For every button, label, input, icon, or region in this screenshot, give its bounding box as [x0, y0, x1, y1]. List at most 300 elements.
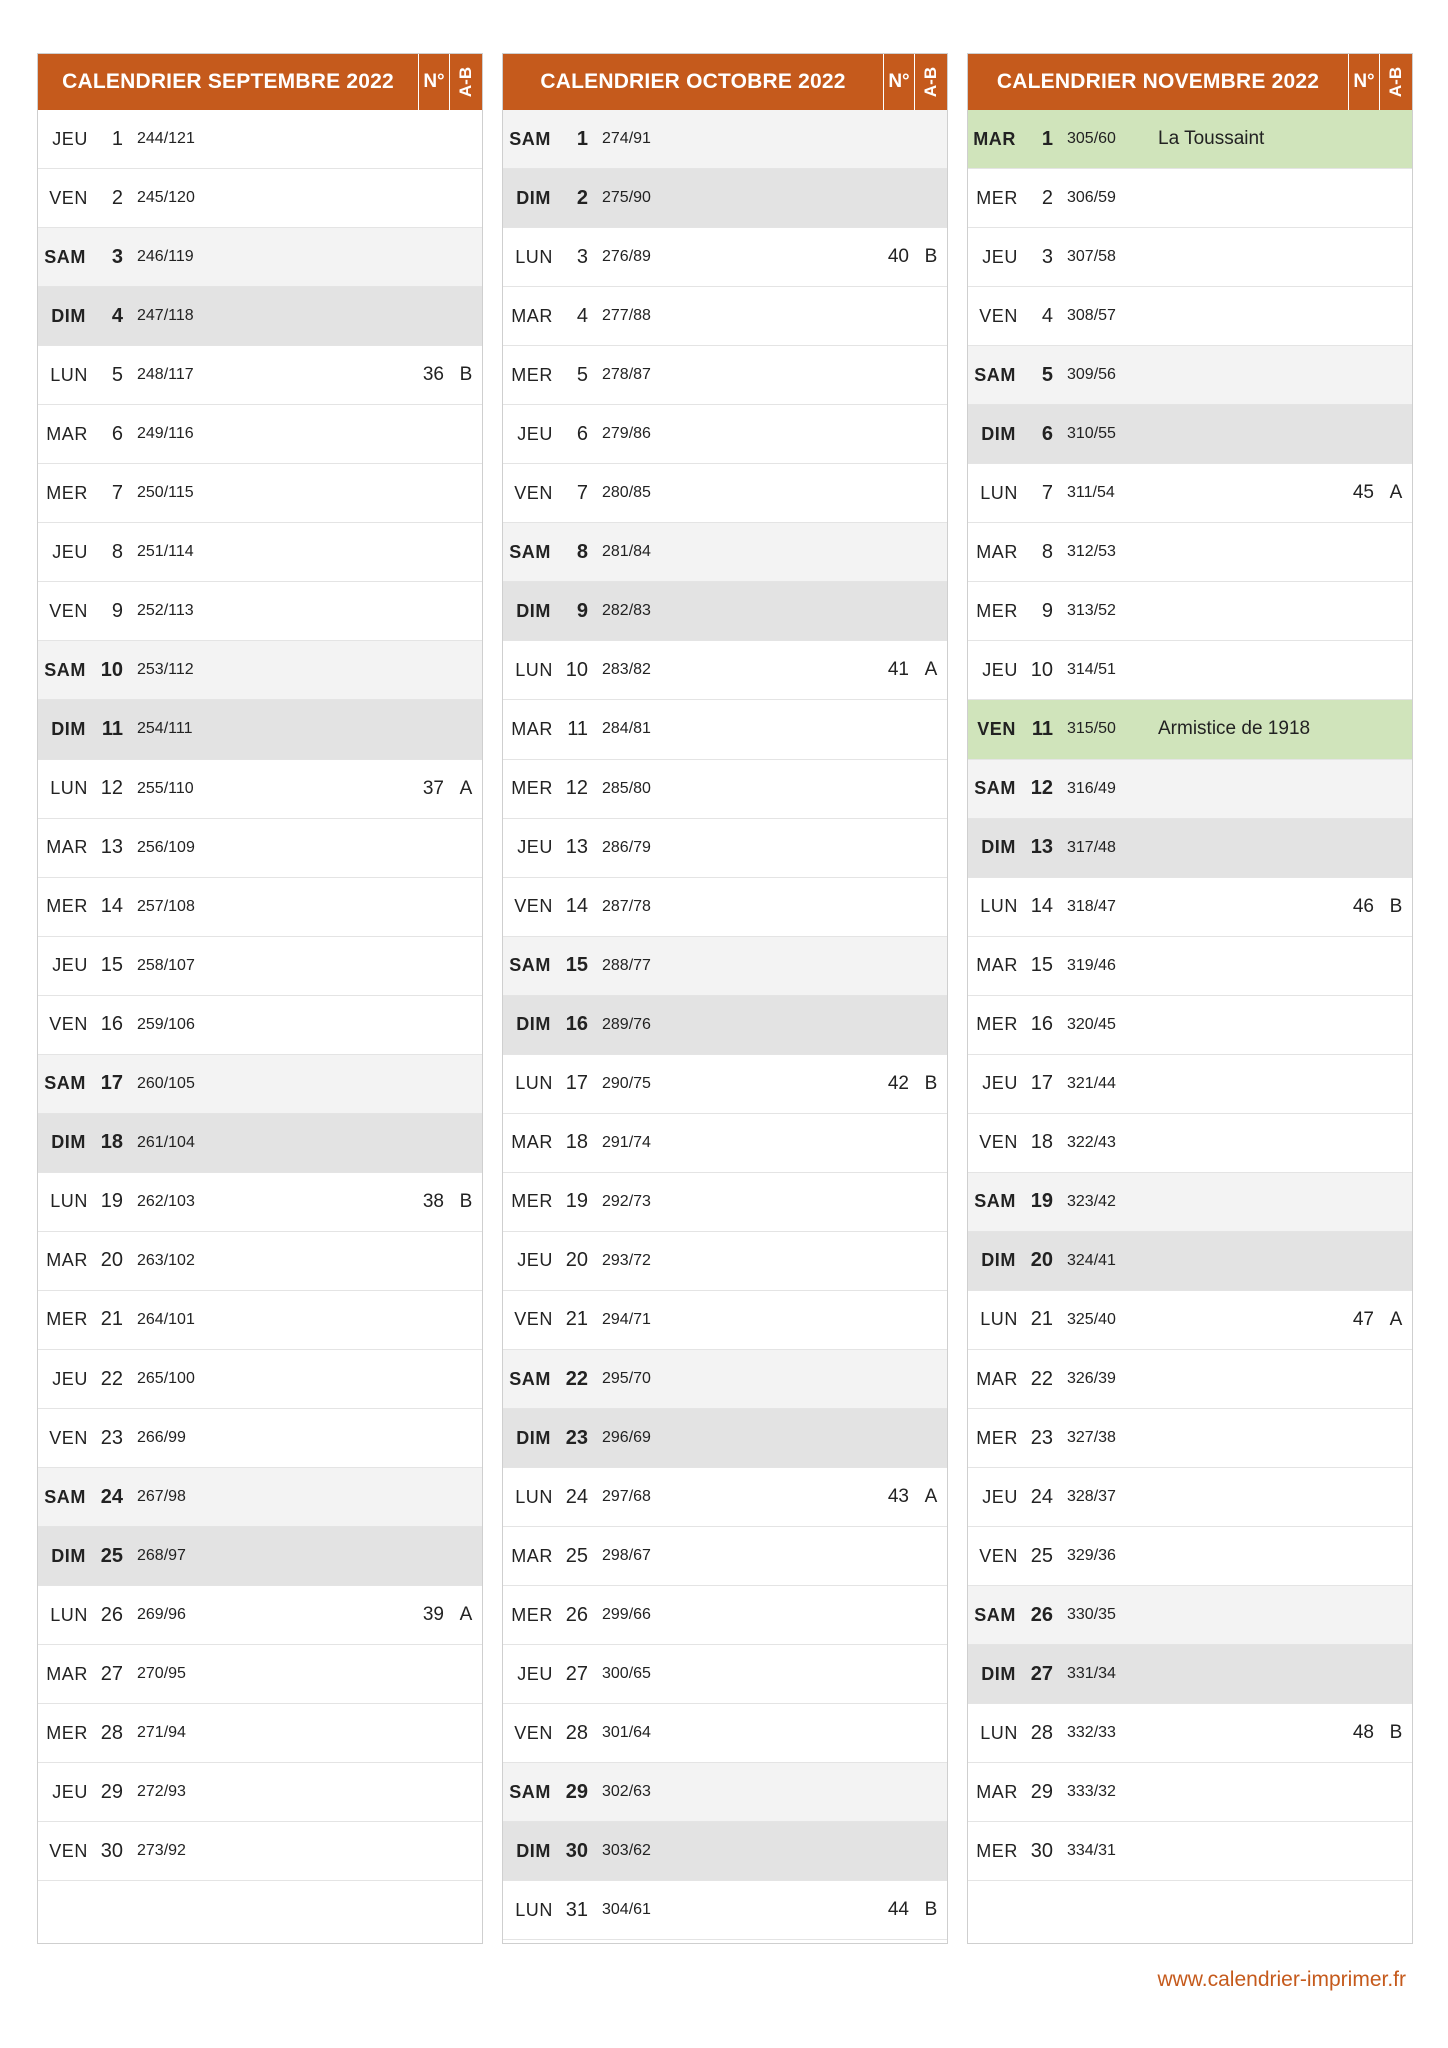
day-of-year: 322/43: [1067, 1133, 1116, 1151]
day-of-year: 267/98: [137, 1488, 186, 1506]
day-of-year: 331/34: [1067, 1665, 1116, 1683]
day-of-year: 275/90: [602, 189, 651, 207]
day-of-week: JEU: [52, 128, 88, 149]
ab-week-letter: B: [459, 1190, 473, 1212]
day-of-year: 274/91: [602, 130, 651, 148]
day-number: 24: [100, 1485, 123, 1508]
day-of-week: SAM: [974, 1604, 1016, 1625]
day-row: [503, 1881, 947, 1940]
day-of-year: 251/114: [137, 543, 194, 561]
day-of-week: MAR: [46, 423, 88, 444]
day-of-year: 308/57: [1067, 307, 1116, 325]
day-row: [503, 1527, 947, 1586]
day-number: 9: [1041, 599, 1053, 622]
day-of-week: MER: [976, 1840, 1018, 1861]
day-row: [503, 523, 947, 582]
day-of-week: DIM: [516, 600, 551, 621]
day-of-year: 272/93: [137, 1783, 186, 1801]
day-row: [503, 464, 947, 523]
day-of-year: 273/92: [137, 1842, 186, 1860]
day-of-year: 286/79: [602, 838, 651, 856]
day-row: [503, 996, 947, 1055]
day-number: 29: [565, 1780, 588, 1803]
day-of-week: DIM: [516, 1840, 551, 1861]
day-row: [968, 1645, 1412, 1704]
day-of-week: VEN: [49, 1427, 88, 1448]
day-of-year: 303/62: [602, 1842, 651, 1860]
day-of-week: VEN: [514, 896, 553, 917]
day-row: [503, 287, 947, 346]
day-of-week: SAM: [44, 246, 86, 267]
day-number: 2: [576, 186, 588, 209]
day-of-year: 253/112: [137, 661, 194, 679]
day-row: [968, 1055, 1412, 1114]
day-of-year: 252/113: [137, 602, 194, 620]
day-of-year: 309/56: [1067, 366, 1116, 384]
day-of-year: 260/105: [137, 1074, 195, 1092]
day-row: [38, 1527, 482, 1586]
day-of-week: SAM: [974, 364, 1016, 385]
month-title: CALENDRIER SEPTEMBRE 2022: [62, 70, 394, 93]
ab-week-header: [1380, 54, 1412, 110]
day-of-year: 320/45: [1067, 1015, 1116, 1033]
day-of-year: 271/94: [137, 1724, 186, 1742]
day-row: [968, 169, 1412, 228]
day-row: [968, 346, 1412, 405]
day-row: [503, 1114, 947, 1173]
day-number: 28: [100, 1721, 123, 1744]
day-of-week: MER: [46, 1722, 88, 1743]
day-row: [38, 760, 482, 819]
day-number: 5: [111, 363, 123, 386]
day-row: [503, 700, 947, 759]
day-row: [38, 641, 482, 700]
month-header: [968, 54, 1412, 110]
day-row: [968, 1822, 1412, 1881]
day-number: 30: [100, 1839, 123, 1862]
day-of-year: 293/72: [602, 1251, 651, 1269]
ab-week-letter: A: [924, 1486, 938, 1508]
day-of-week: MER: [46, 896, 88, 917]
day-number: 18: [100, 1131, 123, 1154]
ab-week-letter: B: [924, 1899, 938, 1921]
day-row: [503, 110, 947, 169]
day-number: 20: [1030, 1249, 1053, 1272]
day-number: 27: [1030, 1662, 1053, 1685]
day-of-week: DIM: [51, 1132, 86, 1153]
day-of-year: 306/59: [1067, 189, 1116, 207]
day-of-week: SAM: [509, 955, 551, 976]
ab-week-letter: B: [924, 1072, 938, 1094]
day-row: [38, 228, 482, 287]
holiday-name: Armistice de 1918: [1158, 718, 1311, 740]
day-of-week: DIM: [981, 423, 1016, 444]
day-of-week: VEN: [514, 482, 553, 503]
day-of-year: 265/100: [137, 1370, 195, 1387]
day-of-year: 304/61: [602, 1901, 651, 1919]
day-of-year: 333/32: [1067, 1783, 1116, 1801]
day-of-week: LUN: [980, 896, 1018, 917]
day-number: 11: [1031, 717, 1053, 740]
day-number: 10: [100, 658, 123, 681]
day-of-year: 254/111: [137, 720, 193, 738]
day-of-week: VEN: [514, 1722, 553, 1743]
day-of-week: VEN: [979, 1132, 1018, 1153]
day-row: [503, 405, 947, 464]
day-row: [968, 228, 1412, 287]
day-row: [968, 523, 1412, 582]
day-number: 16: [565, 1013, 588, 1036]
day-of-year: 285/80: [602, 779, 651, 797]
day-of-week: DIM: [51, 305, 86, 326]
day-of-year: 279/86: [602, 425, 651, 443]
day-of-year: 258/107: [137, 956, 195, 974]
day-of-year: 314/51: [1067, 661, 1116, 679]
day-of-week: MAR: [511, 718, 553, 739]
week-number: 36: [422, 364, 444, 386]
month-title: CALENDRIER NOVEMBRE 2022: [996, 70, 1320, 93]
day-number: 26: [565, 1603, 588, 1626]
day-number: 17: [565, 1072, 588, 1095]
day-row: [503, 582, 947, 641]
day-number: 11: [567, 717, 588, 740]
day-row: [38, 582, 482, 641]
empty-row: [38, 1881, 482, 1940]
day-row: [38, 169, 482, 228]
day-of-week: JEU: [517, 1663, 553, 1684]
day-of-week: SAM: [974, 778, 1016, 799]
day-of-week: JEU: [52, 955, 88, 976]
day-of-year: 268/97: [137, 1547, 186, 1565]
day-of-year: 255/110: [137, 779, 194, 797]
day-number: 26: [100, 1603, 123, 1626]
day-number: 13: [1030, 836, 1053, 859]
day-of-week: DIM: [981, 837, 1016, 858]
week-number: 48: [1352, 1722, 1374, 1744]
day-of-week: SAM: [509, 128, 551, 149]
day-of-week: MER: [46, 482, 88, 503]
day-of-week: MAR: [976, 1368, 1018, 1389]
day-number: 3: [576, 245, 588, 268]
day-number: 8: [576, 540, 588, 563]
day-number: 28: [565, 1721, 588, 1744]
day-number: 6: [111, 422, 123, 445]
day-of-week: MER: [511, 1604, 553, 1625]
day-row: [968, 1173, 1412, 1232]
day-number: 24: [1030, 1485, 1053, 1508]
day-of-week: LUN: [515, 1073, 553, 1094]
day-row: [503, 878, 947, 937]
day-row: [503, 1704, 947, 1763]
day-of-week: MAR: [511, 305, 553, 326]
day-row: [503, 937, 947, 996]
day-of-year: 328/37: [1067, 1488, 1116, 1506]
day-number: 22: [565, 1367, 588, 1390]
week-number: 44: [887, 1899, 909, 1921]
day-number: 12: [100, 777, 123, 800]
day-row: [968, 1468, 1412, 1527]
day-number: 17: [100, 1072, 123, 1095]
day-of-year: 246/119: [137, 248, 194, 266]
day-of-year: 248/117: [137, 366, 194, 384]
day-row: [38, 523, 482, 582]
day-row: [968, 1232, 1412, 1291]
day-row: [38, 700, 482, 759]
day-number: 31: [565, 1898, 588, 1921]
day-of-year: 299/66: [602, 1606, 651, 1624]
day-number: 10: [565, 658, 588, 681]
day-of-year: 295/70: [602, 1370, 651, 1387]
day-of-year: 266/99: [137, 1429, 186, 1447]
day-row: [38, 110, 482, 169]
day-of-week: LUN: [50, 1191, 88, 1212]
ab-week-letter: A: [459, 777, 473, 799]
day-of-year: 325/40: [1067, 1310, 1116, 1328]
day-of-year: 244/121: [137, 130, 195, 148]
day-list: [38, 110, 482, 1940]
day-row: [38, 1291, 482, 1350]
ab-week-letter: A: [1389, 482, 1403, 504]
day-of-year: 311/54: [1067, 484, 1115, 502]
day-of-year: 332/33: [1067, 1724, 1116, 1742]
day-number: 1: [111, 127, 123, 150]
day-of-year: 318/47: [1067, 897, 1116, 915]
week-number: 42: [887, 1072, 909, 1094]
week-number-header: N°: [883, 54, 915, 110]
day-of-week: JEU: [52, 541, 88, 562]
day-of-year: 298/67: [602, 1547, 651, 1565]
day-of-year: 289/76: [602, 1015, 651, 1033]
day-of-week: LUN: [980, 1309, 1018, 1330]
day-number: 19: [565, 1190, 588, 1213]
day-row: [38, 1055, 482, 1114]
day-of-week: DIM: [516, 187, 551, 208]
month-november: [967, 53, 1413, 1944]
day-number: 12: [1030, 777, 1053, 800]
day-of-week: SAM: [509, 541, 551, 562]
day-number: 5: [576, 363, 588, 386]
day-of-year: 250/115: [137, 484, 194, 502]
day-of-week: MER: [976, 1427, 1018, 1448]
day-number: 1: [576, 127, 588, 150]
day-of-year: 324/41: [1067, 1251, 1116, 1269]
day-of-week: DIM: [51, 718, 86, 739]
day-of-year: 284/81: [602, 720, 651, 738]
day-row: [38, 1468, 482, 1527]
day-of-year: 256/109: [137, 838, 195, 856]
day-of-week: LUN: [980, 482, 1018, 503]
day-of-year: 264/101: [137, 1310, 195, 1328]
day-of-week: SAM: [974, 1191, 1016, 1212]
day-number: 21: [1030, 1308, 1053, 1331]
day-of-week: SAM: [509, 1781, 551, 1802]
day-row: [38, 287, 482, 346]
day-of-year: 319/46: [1067, 956, 1116, 974]
day-number: 30: [565, 1839, 588, 1862]
day-number: 18: [565, 1131, 588, 1154]
day-of-week: VEN: [49, 1014, 88, 1035]
day-row: [968, 1704, 1412, 1763]
week-number: 39: [422, 1604, 444, 1626]
day-of-year: 292/73: [602, 1192, 651, 1210]
day-row: [38, 878, 482, 937]
day-number: 25: [100, 1544, 123, 1567]
day-of-year: 301/64: [602, 1724, 651, 1742]
day-number: 22: [1030, 1367, 1053, 1390]
day-row: [38, 819, 482, 878]
day-of-week: MER: [976, 600, 1018, 621]
day-of-week: JEU: [517, 1250, 553, 1271]
day-of-week: DIM: [516, 1014, 551, 1035]
day-number: 9: [576, 599, 588, 622]
day-of-week: LUN: [980, 1722, 1018, 1743]
week-number-header: N°: [1348, 54, 1380, 110]
day-row: [503, 169, 947, 228]
day-number: 14: [1030, 895, 1053, 918]
day-number: 27: [565, 1662, 588, 1685]
day-row: [968, 760, 1412, 819]
day-row: [968, 582, 1412, 641]
day-number: 4: [1041, 304, 1053, 327]
day-row: [503, 1763, 947, 1822]
day-number: 29: [100, 1780, 123, 1803]
day-of-week: JEU: [982, 246, 1018, 267]
day-number: 30: [1030, 1839, 1053, 1862]
day-row: [503, 1173, 947, 1232]
day-row: [968, 1586, 1412, 1645]
day-of-year: 263/102: [137, 1251, 195, 1269]
day-of-week: MER: [511, 1191, 553, 1212]
day-row: [38, 1586, 482, 1645]
day-of-year: 313/52: [1067, 602, 1116, 620]
day-number: 15: [565, 954, 588, 977]
day-row: [968, 1291, 1412, 1350]
day-of-year: 296/69: [602, 1429, 651, 1447]
day-of-week: VEN: [979, 1545, 1018, 1566]
ab-week-header: [450, 54, 482, 110]
day-of-week: VEN: [49, 600, 88, 621]
day-number: 13: [100, 836, 123, 859]
day-row: [38, 1763, 482, 1822]
day-number: 4: [576, 304, 588, 327]
day-number: 23: [100, 1426, 123, 1449]
ab-week-header: [915, 54, 947, 110]
day-row: [38, 464, 482, 523]
week-number: 43: [887, 1486, 909, 1508]
day-row: [503, 1409, 947, 1468]
day-number: 11: [101, 717, 123, 740]
day-number: 19: [100, 1190, 123, 1213]
day-row: [503, 1468, 947, 1527]
day-number: 28: [1030, 1721, 1053, 1744]
day-row: [503, 1586, 947, 1645]
day-of-week: LUN: [515, 246, 553, 267]
week-number-header: N°: [418, 54, 450, 110]
day-row: [968, 287, 1412, 346]
day-number: 16: [100, 1013, 123, 1036]
day-of-year: 300/65: [602, 1665, 651, 1683]
day-of-week: LUN: [50, 1604, 88, 1625]
day-of-week: MAR: [46, 837, 88, 858]
day-number: 20: [565, 1249, 588, 1272]
day-of-week: DIM: [981, 1250, 1016, 1271]
day-row: [968, 464, 1412, 523]
day-of-week: VEN: [49, 1840, 88, 1861]
day-of-year: 305/60: [1067, 130, 1116, 148]
day-of-week: MAR: [973, 128, 1016, 149]
day-number: 29: [1030, 1780, 1053, 1803]
day-of-year: 329/36: [1067, 1547, 1116, 1565]
day-row: [38, 1704, 482, 1763]
day-row: [503, 1055, 947, 1114]
week-number: 40: [887, 246, 909, 268]
day-of-week: JEU: [517, 423, 553, 444]
day-number: 15: [100, 954, 123, 977]
ab-week-letter: A: [1389, 1308, 1403, 1330]
day-of-year: 278/87: [602, 366, 651, 384]
day-of-year: 317/48: [1067, 838, 1116, 856]
day-row: [38, 996, 482, 1055]
day-number: 10: [1030, 658, 1053, 681]
day-number: 12: [565, 777, 588, 800]
day-of-week: SAM: [44, 1486, 86, 1507]
day-of-year: 280/85: [602, 484, 651, 502]
day-of-week: JEU: [982, 1486, 1018, 1507]
day-of-week: MER: [46, 1309, 88, 1330]
day-number: 18: [1030, 1131, 1053, 1154]
day-row: [503, 760, 947, 819]
day-of-year: 247/118: [137, 307, 194, 325]
day-of-year: 326/39: [1067, 1370, 1116, 1387]
day-of-year: 291/74: [602, 1133, 651, 1151]
website-footer[interactable]: www.calendrier-imprimer.fr: [1157, 1968, 1406, 1991]
week-number: 37: [422, 777, 444, 799]
day-row: [503, 1645, 947, 1704]
day-of-year: 277/88: [602, 307, 651, 325]
day-number: 8: [1041, 540, 1053, 563]
ab-week-letter: B: [1389, 1722, 1403, 1744]
day-row: [968, 819, 1412, 878]
day-of-year: 259/106: [137, 1015, 195, 1033]
day-row: [968, 1114, 1412, 1173]
day-list: [503, 110, 947, 1940]
day-of-week: DIM: [981, 1663, 1016, 1684]
day-of-week: LUN: [50, 778, 88, 799]
day-row: [38, 405, 482, 464]
day-number: 25: [565, 1544, 588, 1567]
holiday-row: [968, 700, 1412, 759]
month-title: CALENDRIER OCTOBRE 2022: [540, 70, 846, 93]
day-number: 6: [576, 422, 588, 445]
holiday-row: [968, 110, 1412, 169]
day-of-week: LUN: [515, 659, 553, 680]
day-of-week: MAR: [976, 1781, 1018, 1802]
day-list: [968, 110, 1412, 1940]
day-number: 25: [1030, 1544, 1053, 1567]
day-of-week: JEU: [52, 1781, 88, 1802]
ab-week-header-label: A-B: [921, 66, 940, 98]
day-number: 27: [100, 1662, 123, 1685]
day-number: 3: [1041, 245, 1053, 268]
day-row: [38, 346, 482, 405]
month-header: [38, 54, 482, 110]
day-of-year: 257/108: [137, 897, 195, 915]
day-number: 7: [111, 481, 123, 504]
day-of-year: 334/31: [1067, 1842, 1116, 1860]
day-of-week: MER: [511, 778, 553, 799]
day-row: [968, 1763, 1412, 1822]
day-row: [503, 1232, 947, 1291]
